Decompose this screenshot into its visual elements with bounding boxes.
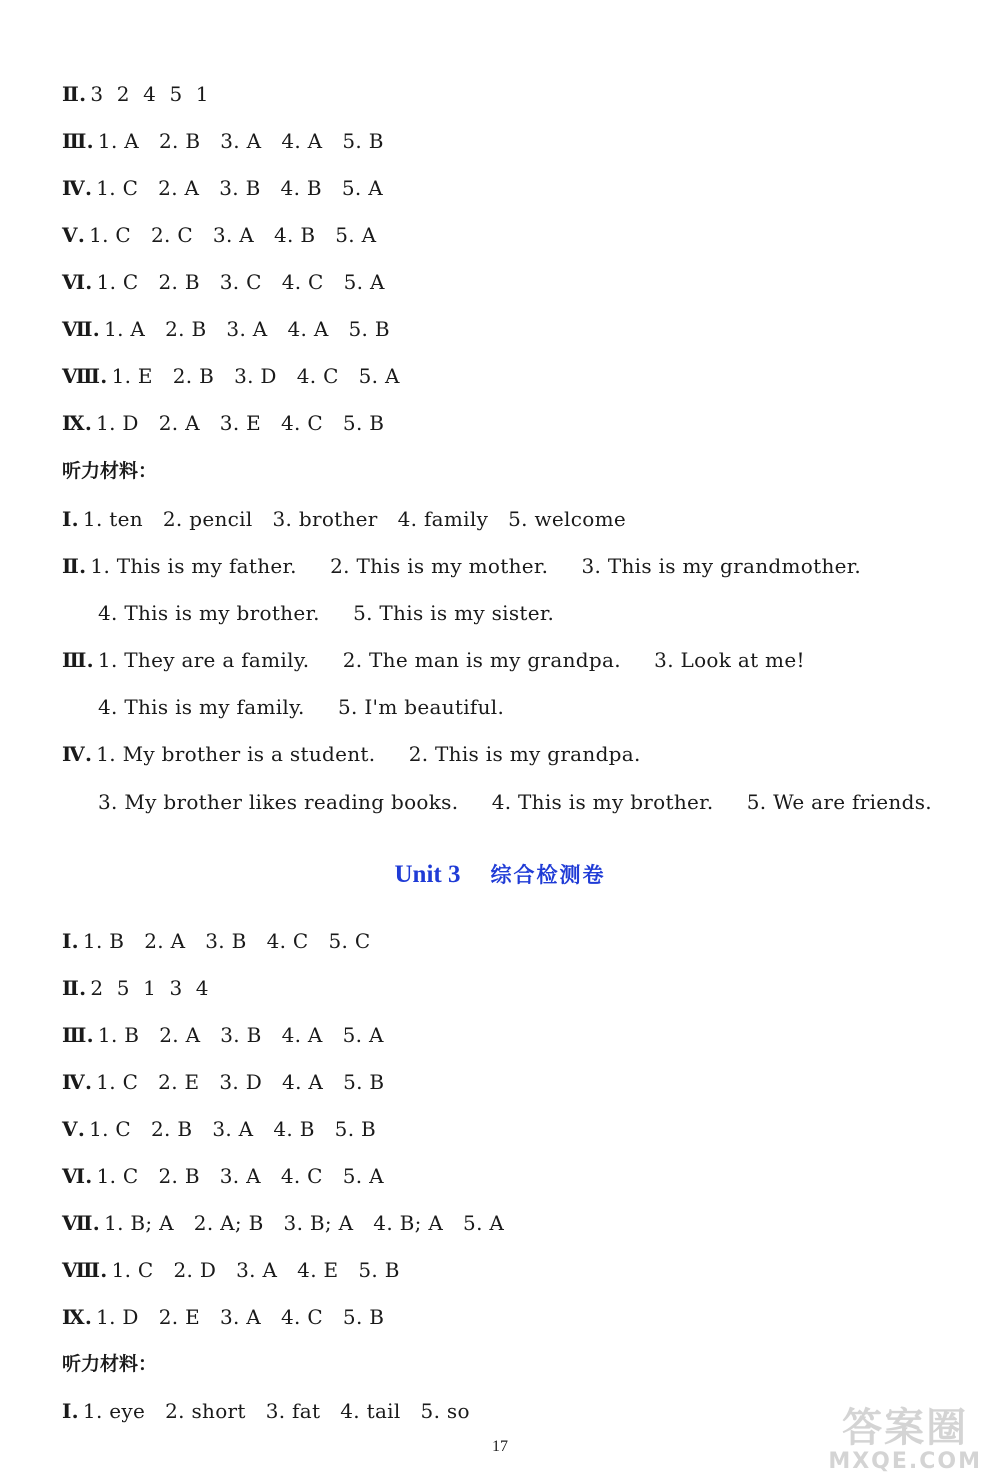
page-number: 17 [492,1438,508,1455]
site-watermark: 答案圈 MXQE.COM [828,1405,982,1474]
listening-row: 4. This is my family. 5. I'm beautiful. [98,695,505,719]
answer-row: Ⅲ. 1. A 2. B 3. A 4. A 5. B [62,129,384,153]
answer-row: Ⅵ. 1. C 2. B 3. A 4. C 5. A [62,1164,384,1188]
unit-title-cn: 综合检测卷 [490,863,606,887]
listening-row: Ⅲ. 1. They are a family. 2. The man is my grandpa. 3. Look at me! [62,648,805,672]
listening-row: 4. This is my brother. 5. This is my sister. [98,601,555,625]
answer-row: Ⅷ. 1. E 2. B 3. D 4. C 5. A [62,364,400,388]
unit-title [0,858,1000,891]
answer-row: Ⅵ. 1. C 2. B 3. C 4. C 5. A [62,270,385,294]
listening-row: Ⅳ. 1. My brother is a student. 2. This is my grandpa. [62,742,641,766]
answer-row: Ⅰ. 1. B 2. A 3. B 4. C 5. C [62,929,371,953]
answer-row: Ⅳ. 1. C 2. A 3. B 4. B 5. A [62,176,383,200]
answer-row: Ⅲ. 1. B 2. A 3. B 4. A 5. A [62,1023,384,1047]
listening-heading: 听力材料： [62,460,158,482]
answer-row: Ⅷ. 1. C 2. D 3. A 4. E 5. B [62,1258,400,1282]
answer-row: Ⅱ. 2 5 1 3 4 [62,976,209,1000]
listening-row: Ⅰ. 1. eye 2. short 3. fat 4. tail 5. so [62,1399,470,1423]
answer-row: Ⅶ. 1. B; A 2. A; B 3. B; A 4. B; A 5. A [62,1211,505,1235]
answer-row: Ⅱ. 3 2 4 5 1 [62,82,209,106]
answer-row: Ⅴ. 1. C 2. C 3. A 4. B 5. A [62,223,377,247]
answer-row: Ⅶ. 1. A 2. B 3. A 4. A 5. B [62,317,390,341]
listening-row: Ⅰ. 1. ten 2. pencil 3. brother 4. family 5. welcome [62,507,626,531]
listening-row: 3. My brother likes reading books. 4. This is my brother. 5. We are friends. [98,790,932,814]
listening-row: Ⅱ. 1. This is my father. 2. This is my mother. 3. This is my grandmother. [62,554,862,578]
answer-row: Ⅴ. 1. C 2. B 3. A 4. B 5. B [62,1117,377,1141]
unit-title-en: Unit 3 [394,861,461,888]
answer-row: Ⅸ. 1. D 2. E 3. A 4. C 5. B [62,1305,385,1329]
listening-heading: 听力材料： [62,1353,158,1375]
answer-row: Ⅳ. 1. C 2. E 3. D 4. A 5. B [62,1070,385,1094]
answer-row: Ⅸ. 1. D 2. A 3. E 4. C 5. B [62,411,385,435]
